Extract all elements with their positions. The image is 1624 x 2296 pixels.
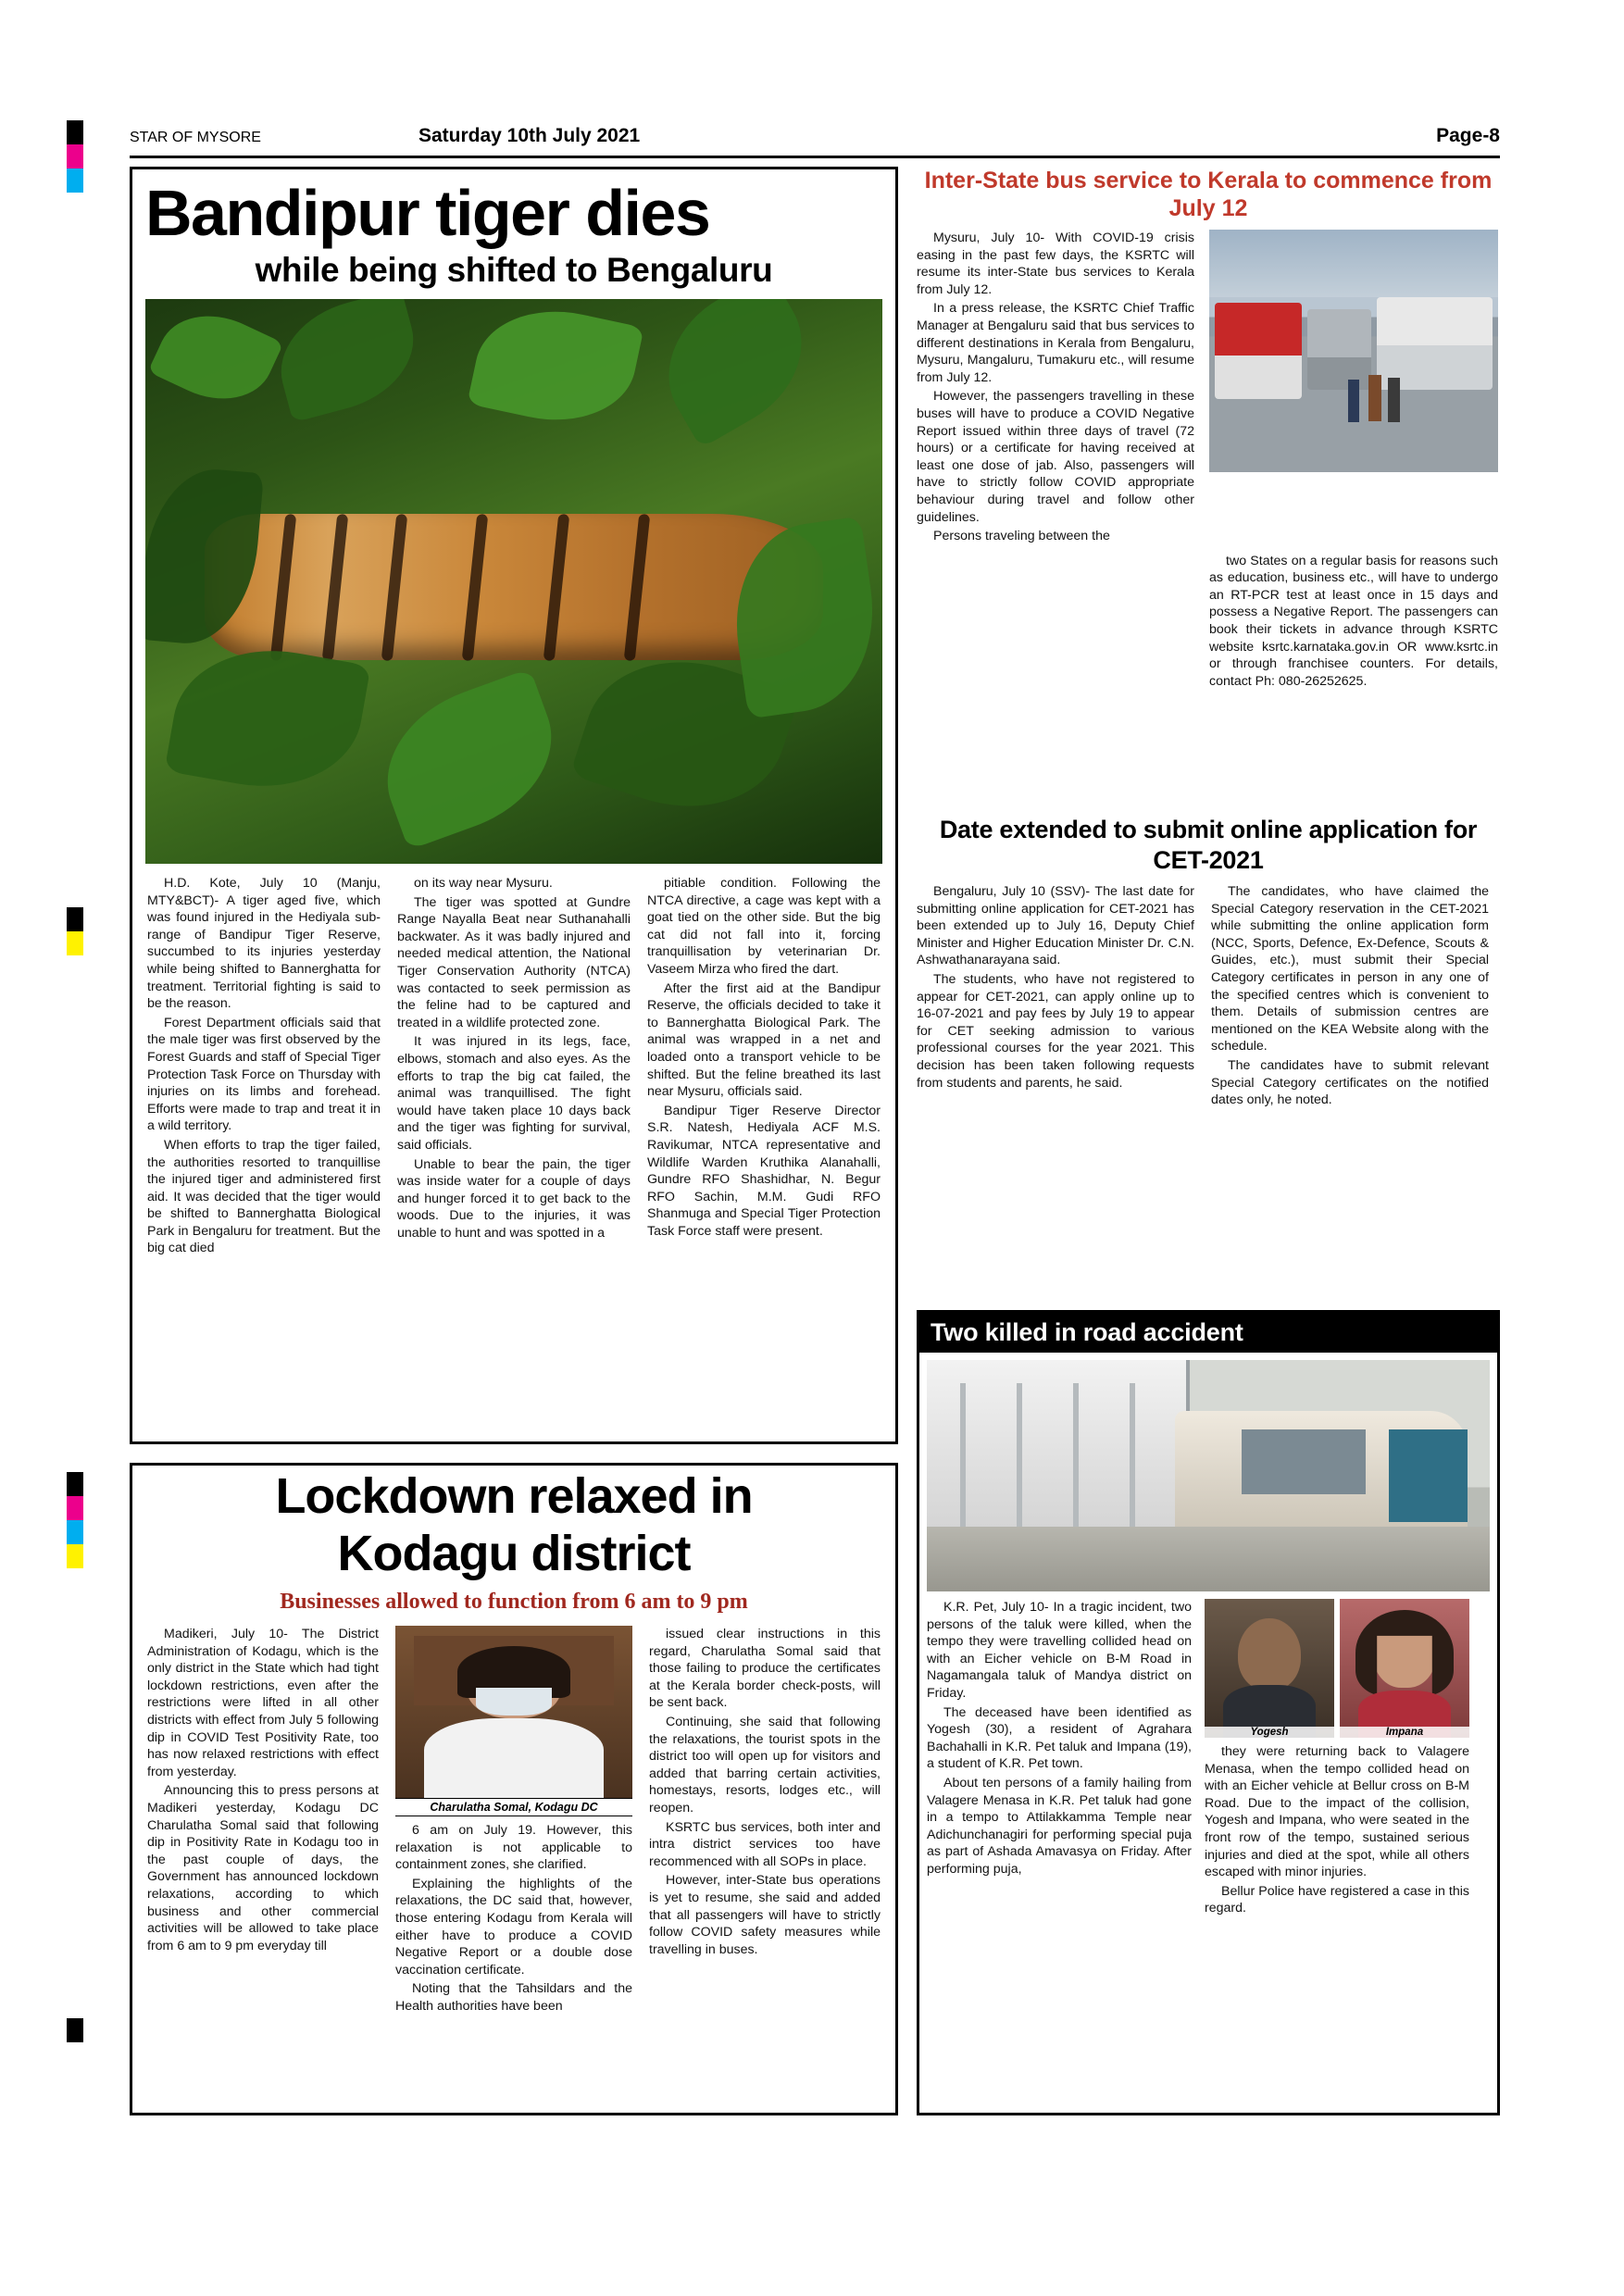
paper-name: STAR OF MYSORE [130, 130, 261, 145]
cet-column-2: The candidates, who have claimed the Special Category reservation in the CET-2021 while submitting the online application form (NCC, Sports, Defence, Ex-Defence, Scouts & Guides, etc.), must submit their Special Category certificates in person in any one of the specified centres which is convenient to them. Details of submission centres are mentioned on the KEA Website along with the schedule. The candidates have to submit relevant Special Category certificates on the notified dates only, he noted. [1211, 884, 1489, 1108]
mugshot-impana [1340, 1599, 1469, 1738]
reg-black-swatch [67, 907, 83, 931]
reg-yellow-swatch [67, 1544, 83, 1568]
accident-column-2-wrap [1205, 1599, 1469, 1917]
lockdown-headline-line1: Lockdown relaxed in [275, 1468, 753, 1524]
registration-marks-bottom [67, 2018, 83, 2042]
victim-mugshots [1205, 1599, 1469, 1738]
cet-column-1: Bengaluru, July 10 (SSV)- The last date for submitting online application for CET-2021 has been extended up to July 16, Deputy Chief Minister and Higher Education Minister Dr. C.N. Ashwathanarayana said. The students, who have not registered to appear for CET-2021, can apply online up to 16-07-2021 and pay fees by July 19 to appear for CET seeking admission to various professional courses for the year 2021. This decision has been taken following requests from students and parents, he said. [917, 884, 1194, 1091]
tiger-photo [145, 299, 882, 864]
lockdown-subhead: Businesses allowed to function from 6 am to 9 pm [280, 1590, 748, 1614]
reg-black-swatch [67, 2018, 83, 2042]
kerala-column-2: two States on a regular basis for reasons such as education, business etc., will have to undergo an RT-PCR test at least once in 15 days and possess a Negative Report. The passengers can book their tickets in advance through KSRTC website ksrtc.karnataka.gov.in OR www.ksrtc.in or through franchisee counters. For details, contact Ph: 080-26252625. [1209, 553, 1498, 689]
reg-cyan-swatch [67, 1520, 83, 1544]
mugshot-caption: Yogesh [1205, 1727, 1334, 1738]
masthead-rule [130, 156, 1500, 158]
cet-headline: Date extended to submit online application for CET-2021 [939, 816, 1478, 874]
accident-photo [927, 1360, 1490, 1591]
reg-black-swatch [67, 1472, 83, 1496]
reg-magenta-swatch [67, 1496, 83, 1520]
issue-date: Saturday 10th July 2021 [418, 125, 641, 146]
lead-headline-line1: Bandipur tiger dies [145, 177, 710, 249]
registration-marks-lower [67, 1472, 83, 1568]
lockdown-column-3: issued clear instructions in this regard, Charulatha Somal said that those failing to produce the certificates at the Kerala border check-posts, will be sent back. Continuing, she said that following the relaxations, the tourist spots in the district too will open up for visitors and added that barring certain activities, homestays, resorts, lodges etc., will reopen. KSRTC bus services, both inter and intra district services too have recommenced with all SOPs in place. However, inter-State bus operations is yet to resume, she said and added that all passengers will have to strictly follow COVID safety measures while travelling in buses. [649, 1627, 881, 1957]
accident-story [917, 1310, 1500, 2115]
kerala-bus-story [917, 167, 1500, 690]
reg-cyan-swatch [67, 168, 83, 193]
tiger-body [205, 514, 824, 661]
lead-story [130, 167, 898, 1444]
dc-photo [395, 1626, 632, 1798]
accident-column-2: they were returning back to Valagere Menasa, when the tempo collided head on with an Eicher vehicle at Bellur cross on B-M Road. Due to the impact of the collision, Yogesh and Impana, who were seated in the front row of the tempo, sustained serious injuries and died at the spot, while all others escaped with minor injuries. Bellur Police have registered a case in this regard. [1205, 1744, 1469, 1916]
lockdown-story [130, 1463, 898, 2115]
cet-story [917, 815, 1500, 1109]
registration-marks-top [67, 120, 83, 193]
ksrtc-bus-photo [1209, 230, 1498, 472]
lockdown-column-2: 6 am on July 19. However, this relaxation is not applicable to containment zones, she clarified. Explaining the highlights of the relaxations, the DC said that, however, those entering Kodagu from Kerala will either have to produce a COVID Negative Report or a double dose vaccination certificate. Noting that the Tahsildars and the Health authorities have been [395, 1823, 632, 2014]
lead-column-2: on its way near Mysuru. The tiger was spotted at Gundre Range Nayalla Beat near Suthanahalli backwater. As it was badly injured and needed medical attention, the National Tiger Conservation Authority (NTCA) was contacted to seek permission as the feline had to be captured and treated in a wildlife protected zone. It was injured in its legs, face, elbows, stomach and also eyes. As the efforts to trap the big cat failed, the animal was tranquillised. The fight would have taken place 10 days back and the tiger was fighting for survival, said officials. Unable to bear the pain, the tiger was inside water for a couple of days and hunger forced it to get back to the woods. Due to the injuries, it was unable to hunt and was spotted in a [397, 876, 631, 1241]
mugshot-caption: Impana [1340, 1727, 1469, 1738]
lead-column-3: pitiable condition. Following the NTCA directive, a cage was kept with a goat tied on the other side. But the big cat did not fall into it, forcing tranquillisation by veterinarian Dr. Vaseem Mirza who fired the dart. After the first aid at the Bandipur Reserve, the officials decided to take it to Bannerghatta Biological Park. The animal was wrapped in a net and loaded onto a transport vehicle to be shifted. But the feline breathed its last near Mysuru, officials said. Bandipur Tiger Reserve Director S.R. Natesh, Hediyala ACF M.S. Ravikumar, NTCA representative and Wildlife Warden Kruthika Alanahalli, Gundre RFO Shashidhar, N. Begur RFO Sachin, M.M. Gudi RFO Shanmuga and Special Tiger Protection Task Force staff were present. [647, 876, 881, 1239]
accident-headline: Two killed in road accident [919, 1313, 1497, 1353]
lead-headline-line2: while being shifted to Bengaluru [255, 251, 773, 289]
registration-marks-mid [67, 907, 83, 955]
dc-photo-caption: Charulatha Somal, Kodagu DC [395, 1798, 632, 1816]
page-number: Page-8 [1436, 125, 1500, 146]
masthead [130, 125, 1500, 147]
reg-yellow-swatch [67, 931, 83, 955]
reg-magenta-swatch [67, 144, 83, 168]
kerala-column-1-cont [917, 553, 1194, 691]
accident-column-1: K.R. Pet, July 10- In a tragic incident, two persons of the taluk were killed, when the tempo they were travelling collided head on with an Eicher vehicle on B-M Road in Nagamangala taluk of Mandya district on Friday. The deceased have been identified as Yogesh (30), a resident of Agrahara Bachahalli in K.R. Pet taluk and Impana (19), a student of K.R. Pet town. About ten persons of a family hailing from Valagere Menasa in K.R. Pet taluk had gone in a tempo to Attilakkamma Temple near Adichunchanagiri for performing special puja as part of Ashada Amavasya on Friday. After performing puja, [927, 1600, 1192, 1877]
lead-body-columns [147, 875, 881, 1257]
kerala-headline: Inter-State bus service to Kerala to commence from July 12 [924, 168, 1493, 221]
kerala-column-1: Mysuru, July 10- With COVID-19 crisis easing in the past few days, the KSRTC will resume its inter-State bus services to Kerala from July 12. In a press release, the KSRTC Chief Traffic Manager at Bengaluru said that bus services to different destinations in Kerala from Bengaluru, Mysuru, Mangaluru, Tumakuru etc., will resume from July 12. However, the passengers travelling in these buses will have to produce a COVID Negative Report issued within three days of travel (72 hours) or a certificate for having received at least one dose of jab. Also, passengers will have to strictly follow COVID appropriate behaviour during travel and follow other guidelines. Persons traveling between the [917, 231, 1194, 544]
lockdown-column-2-wrap [395, 1626, 632, 2015]
lockdown-column-1: Madikeri, July 10- The District Administration of Kodagu, which is the only district in the State which had tight lockdown restrictions, even after the restrictions were lifted in all other districts with effect from July 5 following dip in COVID Test Positivity Rate, too has now relaxed restrictions with effect from yesterday. Announcing this to press persons at Madikeri yesterday, Kodagu DC Charulatha Somal said that following dip in Positivity Rate in Kodagu too in the past couple of days, the Government has announced lockdown relaxations, according to which business and other commercial activities will be allowed to take place from 6 am to 9 pm everyday till [147, 1627, 379, 1953]
lead-column-1: H.D. Kote, July 10 (Manju, MTY&BCT)- A tiger aged five, which was found injured in the Hediyala sub-range of Bandipur Tiger Reserve, succumbed to its injuries yesterday while being shifted to Bannerghatta for treatment. Territorial fighting is said to be the reason. Forest Department officials said that the male tiger was first observed by the Forest Guards and staff of Special Tiger Protection Task Force on Thursday with injuries on its limbs and forehead. Efforts were made to trap and treat it in a wild territory. When efforts to trap the tiger failed, the authorities resorted to tranquillise the injured tiger and administered first aid. It was decided that the tiger would be shifted to Bannerghatta Biological Park in Bengaluru for treatment. But the big cat died [147, 876, 381, 1256]
reg-black-swatch [67, 120, 83, 144]
mugshot-yogesh [1205, 1599, 1334, 1738]
lockdown-headline-line2: Kodagu district [337, 1526, 691, 1581]
